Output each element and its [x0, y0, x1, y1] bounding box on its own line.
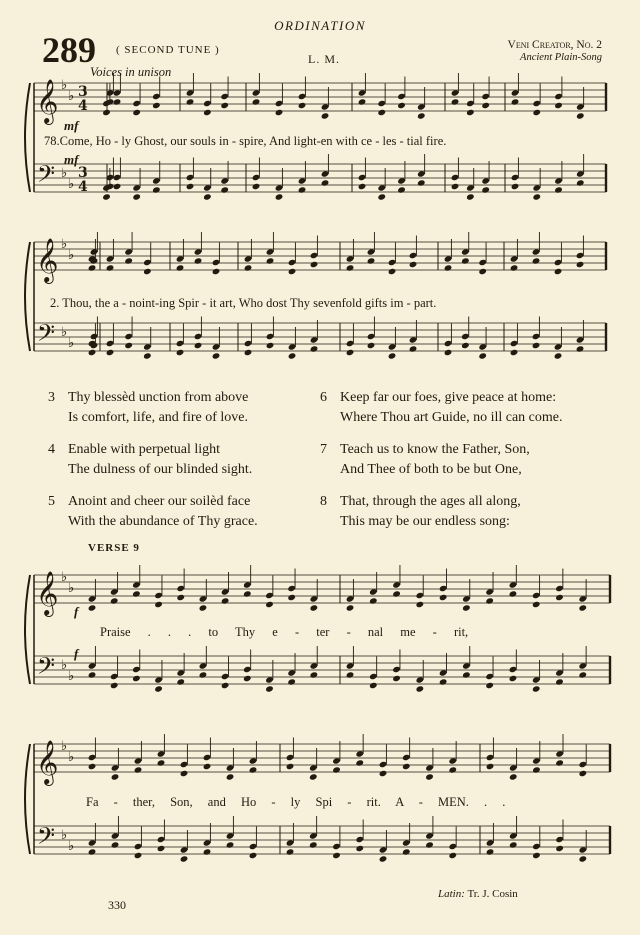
- note-head: [220, 186, 229, 193]
- note-head: [143, 352, 152, 359]
- tune-name: Veni Creator, No. 2: [507, 39, 602, 51]
- stanza-line: Where Thou art Guide, no ill can come.: [340, 410, 563, 425]
- note-head: [509, 773, 518, 780]
- note-head: [199, 604, 208, 611]
- note-head: [532, 685, 541, 692]
- note-head: [532, 257, 541, 264]
- note-head: [152, 102, 161, 109]
- note-head: [358, 183, 367, 190]
- note-head: [486, 848, 495, 855]
- lyric-line-1: [44, 134, 446, 149]
- credit-language: Latin:: [438, 888, 465, 900]
- note-head: [298, 186, 307, 193]
- note-head: [199, 671, 208, 678]
- stanza-line: Thy blessèd unction from above: [68, 390, 249, 405]
- lyric-line-1-prefix: 78.: [44, 134, 60, 148]
- note-head: [346, 264, 355, 271]
- note-head: [379, 855, 388, 862]
- stanza-number: 5: [48, 494, 55, 509]
- note-head: [439, 678, 448, 685]
- stanza-6: [320, 388, 595, 428]
- note-head: [111, 841, 120, 848]
- verse-label: VERSE 9: [88, 542, 140, 554]
- note-head: [355, 759, 364, 766]
- note-head: [332, 852, 341, 859]
- note-head: [154, 685, 163, 692]
- tune-note: ( SECOND TUNE ): [116, 44, 220, 56]
- two-flats: ♭: [68, 839, 75, 854]
- note-head: [377, 193, 386, 200]
- note-head: [392, 675, 401, 682]
- treble-clef-icon: 𝄞: [36, 79, 59, 123]
- stanza-number: 8: [320, 494, 327, 509]
- note-head: [134, 766, 143, 773]
- note-head: [102, 193, 111, 200]
- note-head: [203, 193, 212, 200]
- note-head: [176, 264, 185, 271]
- note-head: [310, 671, 319, 678]
- note-head: [176, 349, 185, 356]
- treble-clef-icon: 𝄞: [36, 571, 59, 615]
- system-brace: [25, 83, 30, 192]
- note-head: [358, 98, 367, 105]
- note-head: [132, 109, 141, 116]
- note-head: [88, 264, 97, 271]
- stanza-line: Is comfort, life, and fire of love.: [68, 410, 248, 425]
- note-head: [244, 264, 253, 271]
- note-head: [106, 264, 115, 271]
- note-head: [576, 261, 585, 268]
- note-head: [288, 268, 297, 275]
- stanza-number: 3: [48, 390, 55, 405]
- lyric-line-2: 2. Thou, the a - noint-ing Spir - it art, Who dost Thy sevenfold gifts im - part.: [50, 296, 437, 310]
- note-head: [461, 342, 470, 349]
- stanza-line: Keep far our foes, give peace at home:: [340, 390, 557, 405]
- note-head: [110, 682, 119, 689]
- time-signature-bottom: 4: [78, 98, 88, 114]
- note-head: [346, 604, 355, 611]
- lyric-verse9-line-2: Fa - ther, Son, and Ho - ly Spi - rit. A - MEN. . .: [86, 795, 506, 809]
- note-head: [511, 98, 520, 105]
- note-head: [462, 604, 471, 611]
- note-head: [346, 349, 355, 356]
- stanza-7: [320, 440, 595, 480]
- note-head: [576, 179, 585, 186]
- note-head: [88, 671, 97, 678]
- note-head: [466, 193, 475, 200]
- system-brace: [25, 744, 30, 854]
- note-head: [180, 770, 189, 777]
- note-head: [244, 349, 253, 356]
- note-head: [532, 193, 541, 200]
- note-head: [578, 604, 587, 611]
- note-head: [113, 98, 122, 105]
- bass-clef-icon: 𝄢: [37, 652, 56, 685]
- note-head: [532, 852, 541, 859]
- note-head: [369, 597, 378, 604]
- note-head: [113, 183, 122, 190]
- bass-clef-icon: 𝄢: [37, 319, 56, 352]
- time-signature-bottom: 4: [78, 179, 88, 195]
- stanza-line: That, through the ages all along,: [340, 494, 521, 509]
- note-head: [221, 682, 230, 689]
- two-flats: ♭: [68, 248, 75, 263]
- note-head: [377, 109, 386, 116]
- note-head: [252, 183, 261, 190]
- note-head: [355, 845, 364, 852]
- note-head: [532, 109, 541, 116]
- note-head: [451, 183, 460, 190]
- note-head: [288, 352, 297, 359]
- note-head: [186, 183, 195, 190]
- note-head: [367, 342, 376, 349]
- note-head: [397, 102, 406, 109]
- note-head: [486, 763, 495, 770]
- stanza-line: With the abundance of Thy grace.: [68, 514, 258, 529]
- note-head: [392, 590, 401, 597]
- note-head: [485, 597, 494, 604]
- running-head: ORDINATION: [274, 18, 366, 33]
- note-head: [532, 766, 541, 773]
- treble-clef-icon: 𝄞: [36, 238, 59, 282]
- note-head: [243, 590, 252, 597]
- note-head: [511, 183, 520, 190]
- note-head: [194, 257, 203, 264]
- note-head: [309, 773, 318, 780]
- note-head: [286, 848, 295, 855]
- stanza-line: And Thee of both to be but One,: [340, 462, 522, 477]
- note-head: [397, 186, 406, 193]
- note-head: [194, 342, 203, 349]
- dynamic-f: f: [74, 604, 79, 619]
- note-head: [88, 763, 97, 770]
- note-head: [310, 345, 319, 352]
- note-head: [176, 678, 185, 685]
- note-head: [509, 675, 518, 682]
- translation-credit: [438, 888, 518, 900]
- two-flats: ♭: [68, 750, 75, 765]
- stanza-number: 4: [48, 442, 55, 457]
- note-head: [226, 773, 235, 780]
- note-head: [106, 349, 115, 356]
- note-head: [226, 841, 235, 848]
- note-head: [132, 590, 141, 597]
- tune-source: Ancient Plain-Song: [520, 52, 602, 63]
- system-brace: [25, 242, 30, 351]
- note-head: [275, 109, 284, 116]
- note-head: [451, 98, 460, 105]
- stanza-4: [48, 440, 323, 480]
- note-head: [249, 852, 258, 859]
- note-head: [220, 102, 229, 109]
- stanza-3: [48, 388, 323, 428]
- note-head: [510, 349, 519, 356]
- note-head: [576, 345, 585, 352]
- note-head: [132, 193, 141, 200]
- stanza-number: 6: [320, 390, 327, 405]
- stanza-line: Teach us to know the Father, Son,: [340, 442, 530, 457]
- two-flats: ♭: [68, 89, 75, 104]
- two-flats: ♭: [68, 177, 75, 192]
- two-flats: ♭: [61, 78, 68, 93]
- note-head: [466, 109, 475, 116]
- credit-translator: Tr. J. Cosin: [467, 888, 518, 900]
- treble-clef-icon: 𝄞: [36, 740, 59, 784]
- note-head: [367, 257, 376, 264]
- note-head: [110, 597, 119, 604]
- note-head: [266, 342, 275, 349]
- note-head: [510, 264, 519, 271]
- stanza-8: [320, 492, 595, 532]
- note-head: [417, 179, 426, 186]
- note-head: [134, 852, 143, 859]
- note-head: [286, 763, 295, 770]
- two-flats: ♭: [61, 658, 68, 673]
- dynamic-mf: mf: [64, 118, 79, 133]
- note-head: [448, 766, 457, 773]
- note-head: [212, 268, 221, 275]
- stanza-line: Anoint and cheer our soilèd face: [68, 494, 251, 509]
- note-head: [243, 675, 252, 682]
- note-head: [409, 261, 418, 268]
- two-flats: ♭: [68, 669, 75, 684]
- note-head: [186, 98, 195, 105]
- note-head: [143, 268, 152, 275]
- stanza-line: This may be our endless song:: [340, 514, 510, 529]
- note-head: [310, 261, 319, 268]
- note-head: [448, 852, 457, 859]
- note-head: [481, 186, 490, 193]
- note-head: [532, 601, 541, 608]
- note-head: [555, 759, 564, 766]
- note-head: [369, 682, 378, 689]
- note-head: [379, 770, 388, 777]
- note-head: [554, 102, 563, 109]
- note-head: [509, 841, 518, 848]
- note-head: [310, 604, 319, 611]
- note-head: [157, 845, 166, 852]
- note-head: [425, 841, 434, 848]
- bass-clef-icon: 𝄢: [37, 160, 56, 193]
- note-head: [388, 268, 397, 275]
- note-head: [417, 112, 426, 119]
- stanza-number: 7: [320, 442, 327, 457]
- note-head: [180, 855, 189, 862]
- note-head: [124, 342, 133, 349]
- note-head: [321, 112, 330, 119]
- note-head: [265, 685, 274, 692]
- note-head: [579, 770, 588, 777]
- note-head: [555, 845, 564, 852]
- note-head: [102, 109, 111, 116]
- note-head: [287, 594, 296, 601]
- time-signature-top: 3: [78, 165, 88, 181]
- note-head: [478, 268, 487, 275]
- note-head: [554, 268, 563, 275]
- note-head: [402, 763, 411, 770]
- note-head: [576, 112, 585, 119]
- two-flats: ♭: [61, 325, 68, 340]
- note-head: [444, 349, 453, 356]
- two-flats: ♭: [61, 166, 68, 181]
- note-head: [555, 678, 564, 685]
- note-head: [346, 671, 355, 678]
- lyric-verse9-line-1: Praise . . . to Thy e - ter - nal me - rit,: [100, 625, 469, 639]
- note-head: [176, 594, 185, 601]
- note-head: [111, 773, 120, 780]
- note-head: [203, 763, 212, 770]
- lyric-line-1-text: Come, Ho - ly Ghost, our souls in - spire, And light-en with ce - les - tial fire.: [59, 134, 447, 148]
- note-head: [298, 102, 307, 109]
- note-head: [555, 594, 564, 601]
- note-head: [425, 773, 434, 780]
- note-head: [157, 759, 166, 766]
- meter: L. M.: [308, 52, 340, 66]
- dynamic-f-bass: f: [74, 646, 79, 661]
- note-head: [554, 352, 563, 359]
- note-head: [416, 601, 425, 608]
- note-head: [416, 685, 425, 692]
- note-head: [461, 257, 470, 264]
- note-head: [124, 257, 133, 264]
- note-head: [132, 675, 141, 682]
- note-head: [88, 349, 97, 356]
- note-head: [203, 109, 212, 116]
- note-head: [309, 841, 318, 848]
- bass-clef-icon: 𝄢: [37, 822, 56, 855]
- note-head: [478, 352, 487, 359]
- two-flats: ♭: [68, 336, 75, 351]
- stanza-line: The dulness of our blinded sight.: [68, 462, 253, 477]
- note-head: [402, 848, 411, 855]
- note-head: [439, 594, 448, 601]
- note-head: [554, 186, 563, 193]
- note-head: [275, 193, 284, 200]
- dynamic-mf-bass: mf: [64, 152, 79, 167]
- note-head: [221, 597, 230, 604]
- note-head: [444, 264, 453, 271]
- two-flats: ♭: [68, 581, 75, 596]
- note-head: [388, 352, 397, 359]
- two-flats: ♭: [61, 739, 68, 754]
- note-head: [532, 342, 541, 349]
- stanza-5: [48, 492, 323, 532]
- note-head: [88, 604, 97, 611]
- stanza-line: Enable with perpetual light: [68, 442, 221, 457]
- note-head: [579, 855, 588, 862]
- note-head: [485, 682, 494, 689]
- note-head: [332, 766, 341, 773]
- note-head: [152, 186, 161, 193]
- note-head: [409, 345, 418, 352]
- note-head: [265, 601, 274, 608]
- two-flats: ♭: [61, 828, 68, 843]
- note-head: [154, 601, 163, 608]
- page-number: 330: [108, 898, 126, 912]
- note-head: [481, 102, 490, 109]
- system-brace: [25, 575, 30, 684]
- note-head: [266, 257, 275, 264]
- note-head: [203, 848, 212, 855]
- note-head: [252, 98, 261, 105]
- hymn-number: 289: [42, 30, 96, 70]
- time-signature-top: 3: [78, 84, 88, 100]
- note-head: [88, 848, 97, 855]
- note-head: [578, 671, 587, 678]
- note-head: [321, 179, 330, 186]
- two-flats: ♭: [61, 570, 68, 585]
- note-head: [212, 352, 221, 359]
- note-head: [462, 671, 471, 678]
- performance-direction: Voices in unison: [90, 65, 172, 79]
- two-flats: ♭: [61, 237, 68, 252]
- note-head: [287, 678, 296, 685]
- note-head: [509, 590, 518, 597]
- note-head: [249, 766, 258, 773]
